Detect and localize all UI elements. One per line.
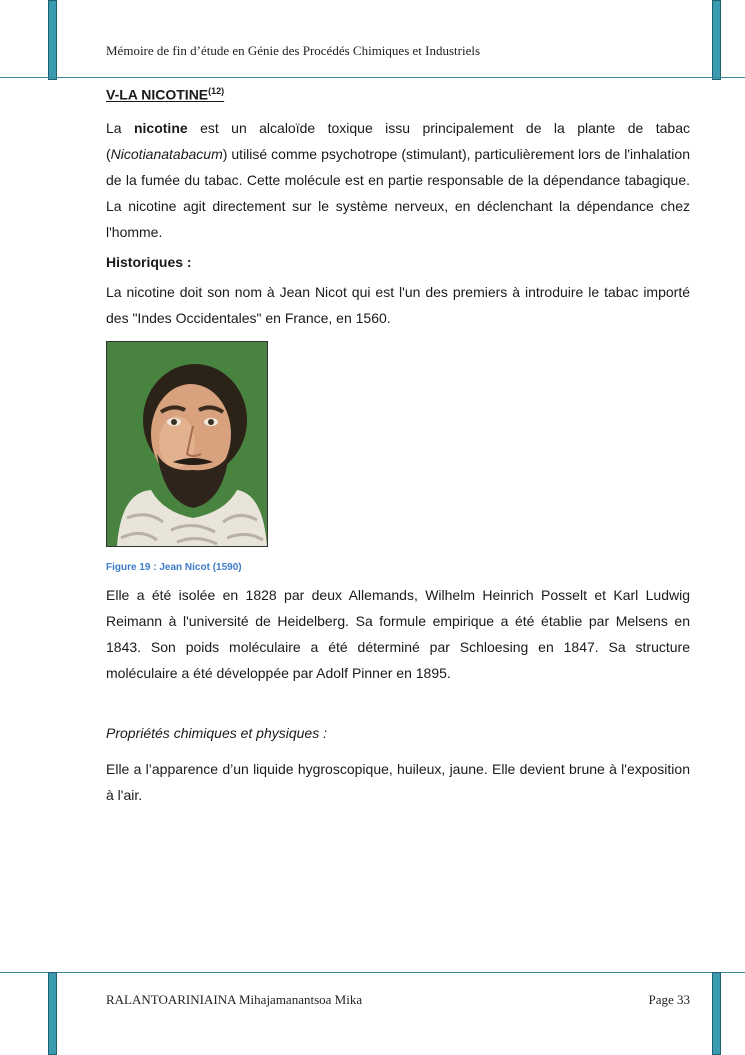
para1-mid: est un alcaloïde toxique issu principalement de la plante de tabac ( xyxy=(106,119,690,162)
para1-post: ) utilisé comme psychotrope (stimulant), particulièrement lors de l'inhalation de la fumée du tabac. Cette molécule est en partie responsable de la dépendance tabagique. La nicotine agit directement sur le système nerveux, en déclenchant la dépendance chez l'homme. xyxy=(106,145,690,240)
history-paragraph: Elle a été isolée en 1828 par deux Allemands, Wilhelm Heinrich Posselt et Karl Ludwig Reimann à l'université de Heidelberg. Sa formule empirique a été établie par Melsens en 1843. Son poids moléculaire a été déterminé par Schloesing en 1847. Sa structure moléculaire a été développée par Adolf Pinner en 1895. xyxy=(106,586,690,681)
section-title xyxy=(106,86,690,103)
historiques-paragraph: La nicotine doit son nom à Jean Nicot qui est l'un des premiers à introduire le tabac importé des "Indes Occidentales" en France, en 1560. xyxy=(106,283,690,326)
page-header: Mémoire de fin d’étude en Génie des Procédés Chimiques et Industriels xyxy=(106,43,481,58)
proprietes-paragraph: Elle a l’apparence d’un liquide hygroscopique, huileux, jaune. Elle devient brune à l'exposition à l'air. xyxy=(106,760,690,803)
footer-left-bar xyxy=(48,972,57,1055)
footer-author: RALANTOARINIAINA Mihajamanantsoa Mika xyxy=(106,992,363,1007)
footer-page-number: Page 33 xyxy=(648,992,690,1007)
header-rule xyxy=(0,77,745,78)
jean-nicot-portrait xyxy=(106,341,268,547)
header-right-bar xyxy=(712,0,721,80)
footer-rule xyxy=(0,972,745,973)
section-title-text: V-LA NICOTINE xyxy=(106,86,209,103)
historiques-heading: Historiques : xyxy=(106,253,192,270)
para1-bold: nicotine xyxy=(133,119,188,136)
page-content xyxy=(106,86,690,808)
figure-caption: Figure 19 : Jean Nicot (1590) xyxy=(106,561,242,573)
para1-italic: Nicotianatabacum xyxy=(110,145,223,162)
nicotine-intro-paragraph xyxy=(106,115,690,245)
section-title-ref: (12) xyxy=(208,86,225,96)
para1-pre: La xyxy=(106,119,134,136)
header-left-bar xyxy=(48,0,57,80)
proprietes-heading: Propriétés chimiques et physiques : xyxy=(106,724,327,741)
footer-right-bar xyxy=(712,972,721,1055)
